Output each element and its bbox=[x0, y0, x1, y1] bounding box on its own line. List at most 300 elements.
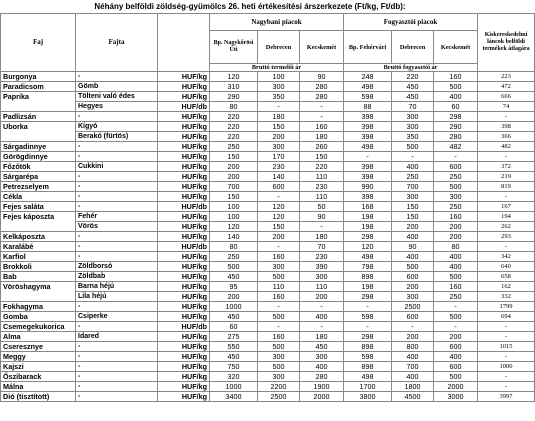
cell-nagybani-kecskemet: 110 bbox=[300, 192, 344, 202]
cell-fogyasztoi-debrecen: 200 bbox=[392, 222, 434, 232]
cell-unit: HUF/kg bbox=[158, 282, 210, 292]
cell-fogyasztoi-kecskemet: 500 bbox=[434, 312, 478, 322]
cell-kisker: 262 bbox=[478, 222, 535, 232]
cell-fogyasztoi-kecskemet: 250 bbox=[434, 172, 478, 182]
cell-unit: HUF/kg bbox=[158, 172, 210, 182]
cell-fajta: Tölteni való édes bbox=[76, 92, 158, 102]
cell-fogyasztoi-bp: 498 bbox=[344, 82, 392, 92]
cell-nagybani-bp: 80 bbox=[210, 102, 258, 112]
cell-nagybani-bp: 200 bbox=[210, 292, 258, 302]
cell-fajta: - bbox=[76, 392, 158, 402]
table-row bbox=[1, 232, 535, 242]
cell-faj: Bab bbox=[1, 272, 76, 282]
cell-fogyasztoi-debrecen: 400 bbox=[392, 252, 434, 262]
table-row bbox=[1, 362, 535, 372]
cell-nagybani-kecskemet: 180 bbox=[300, 232, 344, 242]
cell-kisker: - bbox=[478, 382, 535, 392]
cell-fogyasztoi-debrecen: 200 bbox=[392, 282, 434, 292]
cell-fogyasztoi-debrecen: 400 bbox=[392, 232, 434, 242]
cell-kisker: 293 bbox=[478, 232, 535, 242]
cell-kisker: 472 bbox=[478, 82, 535, 92]
cell-nagybani-debrecen: 500 bbox=[258, 272, 300, 282]
cell-fogyasztoi-debrecen: 4500 bbox=[392, 392, 434, 402]
cell-fogyasztoi-bp: 990 bbox=[344, 182, 392, 192]
cell-kisker: 3997 bbox=[478, 392, 535, 402]
cell-nagybani-kecskemet: - bbox=[300, 302, 344, 312]
cell-nagybani-kecskemet: 200 bbox=[300, 292, 344, 302]
cell-fogyasztoi-bp: 1700 bbox=[344, 382, 392, 392]
cell-faj bbox=[1, 222, 76, 232]
cell-nagybani-kecskemet: 300 bbox=[300, 352, 344, 362]
cell-fajta: Lila héjú bbox=[76, 292, 158, 302]
cell-faj: Sárgarépa bbox=[1, 172, 76, 182]
cell-unit: HUF/kg bbox=[158, 392, 210, 402]
cell-fogyasztoi-debrecen: 350 bbox=[392, 132, 434, 142]
cell-nagybani-debrecen: 140 bbox=[258, 172, 300, 182]
cell-kisker: 694 bbox=[478, 312, 535, 322]
cell-fogyasztoi-kecskemet: 400 bbox=[434, 252, 478, 262]
cell-fogyasztoi-debrecen: 300 bbox=[392, 292, 434, 302]
cell-unit: HUF/kg bbox=[158, 132, 210, 142]
cell-faj: Cseresznye bbox=[1, 342, 76, 352]
cell-kisker: 372 bbox=[478, 162, 535, 172]
header-nb-col: Debrecen bbox=[258, 31, 300, 64]
header-brutto-termeloi: Bruttó termelői ár bbox=[210, 64, 344, 72]
cell-faj: Uborka bbox=[1, 122, 76, 132]
cell-nagybani-debrecen: 160 bbox=[258, 292, 300, 302]
cell-fogyasztoi-kecskemet: 400 bbox=[434, 352, 478, 362]
header-brutto-fogyasztoi: Bruttó fogyasztói ár bbox=[344, 64, 478, 72]
header-fp-col: Kecskemét bbox=[434, 31, 478, 64]
cell-fogyasztoi-bp: 298 bbox=[344, 292, 392, 302]
cell-nagybani-kecskemet: 90 bbox=[300, 72, 344, 82]
cell-nagybani-kecskemet: - bbox=[300, 322, 344, 332]
table-row bbox=[1, 372, 535, 382]
cell-fogyasztoi-bp: 198 bbox=[344, 282, 392, 292]
cell-nagybani-kecskemet: 150 bbox=[300, 152, 344, 162]
cell-unit: HUF/kg bbox=[158, 262, 210, 272]
cell-fogyasztoi-kecskemet: 500 bbox=[434, 82, 478, 92]
cell-fajta: Kígyó bbox=[76, 122, 158, 132]
cell-faj: Fejes káposzta bbox=[1, 212, 76, 222]
cell-fogyasztoi-debrecen: 800 bbox=[392, 342, 434, 352]
cell-nagybani-bp: 220 bbox=[210, 132, 258, 142]
cell-nagybani-bp: 500 bbox=[210, 262, 258, 272]
cell-unit: HUF/db bbox=[158, 322, 210, 332]
cell-unit: HUF/kg bbox=[158, 212, 210, 222]
table-row bbox=[1, 322, 535, 332]
cell-faj: Málna bbox=[1, 382, 76, 392]
cell-faj: Paradicsom bbox=[1, 82, 76, 92]
cell-fogyasztoi-debrecen: 700 bbox=[392, 362, 434, 372]
cell-fogyasztoi-bp: 498 bbox=[344, 252, 392, 262]
cell-kisker: 223 bbox=[478, 72, 535, 82]
header-faj: Faj bbox=[1, 14, 76, 72]
cell-kisker: 74 bbox=[478, 102, 535, 112]
cell-kisker: 1000 bbox=[478, 362, 535, 372]
cell-nagybani-debrecen: 300 bbox=[258, 262, 300, 272]
cell-fajta: Hegyes bbox=[76, 102, 158, 112]
cell-fajta: Fehér bbox=[76, 212, 158, 222]
cell-unit: HUF/kg bbox=[158, 372, 210, 382]
table-row bbox=[1, 182, 535, 192]
cell-nagybani-bp: 250 bbox=[210, 142, 258, 152]
cell-fogyasztoi-kecskemet: 200 bbox=[434, 232, 478, 242]
cell-kisker: 640 bbox=[478, 262, 535, 272]
cell-faj: Fejes saláta bbox=[1, 202, 76, 212]
cell-fogyasztoi-kecskemet: - bbox=[434, 302, 478, 312]
cell-kisker: - bbox=[478, 192, 535, 202]
cell-nagybani-bp: 140 bbox=[210, 232, 258, 242]
cell-fogyasztoi-debrecen: 70 bbox=[392, 102, 434, 112]
cell-fogyasztoi-bp: 898 bbox=[344, 272, 392, 282]
cell-nagybani-debrecen: 2200 bbox=[258, 382, 300, 392]
cell-kisker: - bbox=[478, 242, 535, 252]
cell-fogyasztoi-kecskemet: 160 bbox=[434, 72, 478, 82]
cell-fogyasztoi-bp: 168 bbox=[344, 202, 392, 212]
cell-nagybani-bp: 1000 bbox=[210, 302, 258, 312]
header-fogyasztoi: Fogyasztói piacok bbox=[344, 14, 478, 31]
cell-fogyasztoi-debrecen: 1800 bbox=[392, 382, 434, 392]
cell-nagybani-kecskemet: - bbox=[300, 102, 344, 112]
cell-faj: Főzőtök bbox=[1, 162, 76, 172]
cell-fajta: - bbox=[76, 232, 158, 242]
cell-unit: HUF/kg bbox=[158, 382, 210, 392]
cell-nagybani-kecskemet: 450 bbox=[300, 342, 344, 352]
cell-unit: HUF/kg bbox=[158, 222, 210, 232]
cell-nagybani-bp: 95 bbox=[210, 282, 258, 292]
cell-fogyasztoi-kecskemet: 2000 bbox=[434, 382, 478, 392]
cell-fogyasztoi-debrecen: - bbox=[392, 322, 434, 332]
cell-fajta: - bbox=[76, 242, 158, 252]
cell-kisker: - bbox=[478, 112, 535, 122]
cell-fogyasztoi-bp: 398 bbox=[344, 192, 392, 202]
table-row bbox=[1, 392, 535, 402]
cell-nagybani-bp: 80 bbox=[210, 242, 258, 252]
cell-unit: HUF/kg bbox=[158, 72, 210, 82]
cell-nagybani-debrecen: 600 bbox=[258, 182, 300, 192]
cell-fogyasztoi-debrecen: 450 bbox=[392, 82, 434, 92]
cell-nagybani-bp: 310 bbox=[210, 82, 258, 92]
cell-fogyasztoi-bp: 398 bbox=[344, 162, 392, 172]
cell-fajta: - bbox=[76, 182, 158, 192]
cell-nagybani-bp: 700 bbox=[210, 182, 258, 192]
cell-fogyasztoi-debrecen: 500 bbox=[392, 142, 434, 152]
cell-fogyasztoi-debrecen: 220 bbox=[392, 72, 434, 82]
cell-fajta: Barna héjú bbox=[76, 282, 158, 292]
cell-unit: HUF/kg bbox=[158, 342, 210, 352]
cell-kisker: 658 bbox=[478, 272, 535, 282]
cell-nagybani-debrecen: 160 bbox=[258, 332, 300, 342]
cell-nagybani-kecskemet: 180 bbox=[300, 332, 344, 342]
cell-fogyasztoi-debrecen: 250 bbox=[392, 172, 434, 182]
cell-fajta: Zöldbab bbox=[76, 272, 158, 282]
cell-nagybani-debrecen: 100 bbox=[258, 72, 300, 82]
cell-nagybani-debrecen: - bbox=[258, 192, 300, 202]
cell-fajta: Idared bbox=[76, 332, 158, 342]
cell-nagybani-bp: 100 bbox=[210, 202, 258, 212]
cell-fogyasztoi-debrecen: 90 bbox=[392, 242, 434, 252]
cell-nagybani-debrecen: 230 bbox=[258, 162, 300, 172]
cell-fajta: - bbox=[76, 252, 158, 262]
cell-fogyasztoi-bp: 198 bbox=[344, 212, 392, 222]
cell-nagybani-kecskemet: 230 bbox=[300, 252, 344, 262]
cell-fogyasztoi-kecskemet: 500 bbox=[434, 272, 478, 282]
cell-faj: Meggy bbox=[1, 352, 76, 362]
cell-nagybani-debrecen: 110 bbox=[258, 282, 300, 292]
cell-fajta: - bbox=[76, 352, 158, 362]
cell-fogyasztoi-debrecen: 500 bbox=[392, 262, 434, 272]
cell-unit: HUF/kg bbox=[158, 332, 210, 342]
cell-nagybani-kecskemet: 50 bbox=[300, 202, 344, 212]
cell-faj: Petrezselyem bbox=[1, 182, 76, 192]
cell-fogyasztoi-debrecen: 600 bbox=[392, 272, 434, 282]
cell-kisker: 342 bbox=[478, 252, 535, 262]
cell-fajta: Cukkini bbox=[76, 162, 158, 172]
cell-fogyasztoi-debrecen: 300 bbox=[392, 192, 434, 202]
cell-fogyasztoi-kecskemet: 250 bbox=[434, 202, 478, 212]
cell-fogyasztoi-kecskemet: 482 bbox=[434, 142, 478, 152]
cell-nagybani-kecskemet: 160 bbox=[300, 122, 344, 132]
header-nagybani: Nagybani piacok bbox=[210, 14, 344, 31]
cell-fogyasztoi-debrecen: 300 bbox=[392, 112, 434, 122]
cell-fajta: - bbox=[76, 142, 158, 152]
cell-nagybani-debrecen: 120 bbox=[258, 202, 300, 212]
cell-fogyasztoi-kecskemet: 250 bbox=[434, 292, 478, 302]
table-row bbox=[1, 82, 535, 92]
cell-fogyasztoi-bp: 398 bbox=[344, 172, 392, 182]
table-row bbox=[1, 302, 535, 312]
cell-fogyasztoi-kecskemet: 280 bbox=[434, 132, 478, 142]
cell-fajta: Vörös bbox=[76, 222, 158, 232]
cell-fogyasztoi-bp: 598 bbox=[344, 92, 392, 102]
cell-unit: HUF/kg bbox=[158, 82, 210, 92]
cell-nagybani-bp: 450 bbox=[210, 312, 258, 322]
table-body bbox=[1, 72, 535, 402]
cell-fogyasztoi-kecskemet: 160 bbox=[434, 282, 478, 292]
cell-unit: HUF/kg bbox=[158, 312, 210, 322]
cell-nagybani-bp: 320 bbox=[210, 372, 258, 382]
cell-fogyasztoi-kecskemet: 600 bbox=[434, 362, 478, 372]
table-row bbox=[1, 112, 535, 122]
cell-fogyasztoi-bp: 798 bbox=[344, 262, 392, 272]
table-row bbox=[1, 312, 535, 322]
cell-fajta: - bbox=[76, 112, 158, 122]
cell-nagybani-kecskemet: 260 bbox=[300, 142, 344, 152]
cell-kisker: - bbox=[478, 352, 535, 362]
cell-fogyasztoi-kecskemet: 298 bbox=[434, 112, 478, 122]
cell-nagybani-bp: 275 bbox=[210, 332, 258, 342]
cell-kisker: 398 bbox=[478, 122, 535, 132]
table-row bbox=[1, 292, 535, 302]
cell-nagybani-kecskemet: 280 bbox=[300, 372, 344, 382]
cell-fogyasztoi-bp: 88 bbox=[344, 102, 392, 112]
cell-kisker: 1015 bbox=[478, 342, 535, 352]
cell-faj: Kelkáposzta bbox=[1, 232, 76, 242]
header-fp-col: Bp. Fehérvári bbox=[344, 31, 392, 64]
table-row bbox=[1, 102, 535, 112]
cell-unit: HUF/kg bbox=[158, 292, 210, 302]
cell-fajta: Gömb bbox=[76, 82, 158, 92]
cell-fogyasztoi-bp: 298 bbox=[344, 232, 392, 242]
cell-fajta: - bbox=[76, 72, 158, 82]
cell-fogyasztoi-kecskemet: 500 bbox=[434, 182, 478, 192]
cell-unit: HUF/kg bbox=[158, 92, 210, 102]
cell-faj: Kajszi bbox=[1, 362, 76, 372]
table-row bbox=[1, 162, 535, 172]
cell-nagybani-kecskemet: 180 bbox=[300, 132, 344, 142]
cell-unit: HUF/kg bbox=[158, 192, 210, 202]
cell-fogyasztoi-debrecen: 450 bbox=[392, 92, 434, 102]
table-row bbox=[1, 282, 535, 292]
cell-nagybani-bp: 60 bbox=[210, 322, 258, 332]
cell-fogyasztoi-debrecen: 300 bbox=[392, 122, 434, 132]
cell-kisker: - bbox=[478, 372, 535, 382]
cell-nagybani-debrecen: 300 bbox=[258, 372, 300, 382]
cell-nagybani-kecskemet: - bbox=[300, 222, 344, 232]
cell-nagybani-debrecen: 150 bbox=[258, 122, 300, 132]
cell-fogyasztoi-kecskemet: 80 bbox=[434, 242, 478, 252]
cell-faj bbox=[1, 132, 76, 142]
table-row bbox=[1, 272, 535, 282]
cell-unit: HUF/db bbox=[158, 242, 210, 252]
cell-fogyasztoi-kecskemet: 200 bbox=[434, 332, 478, 342]
table-row bbox=[1, 252, 535, 262]
cell-unit: HUF/kg bbox=[158, 352, 210, 362]
cell-nagybani-bp: 200 bbox=[210, 172, 258, 182]
cell-fajta: - bbox=[76, 202, 158, 212]
cell-nagybani-kecskemet: 1900 bbox=[300, 382, 344, 392]
cell-kisker: 366 bbox=[478, 132, 535, 142]
cell-nagybani-kecskemet: 110 bbox=[300, 282, 344, 292]
cell-unit: HUF/kg bbox=[158, 112, 210, 122]
cell-fajta: - bbox=[76, 322, 158, 332]
cell-unit: HUF/kg bbox=[158, 272, 210, 282]
header-nb-col: Bp. Nagykőrösi Úti bbox=[210, 31, 258, 64]
cell-faj: Vöröshagyma bbox=[1, 282, 76, 292]
cell-fajta: - bbox=[76, 192, 158, 202]
cell-nagybani-debrecen: 2500 bbox=[258, 392, 300, 402]
cell-nagybani-kecskemet: 400 bbox=[300, 362, 344, 372]
cell-nagybani-debrecen: 200 bbox=[258, 232, 300, 242]
page-title: Néhány belföldi zöldség-gyümölcs 26. heti értékesítési árszerkezete (Ft/kg, Ft/db): bbox=[94, 2, 406, 11]
cell-kisker: 332 bbox=[478, 292, 535, 302]
cell-fogyasztoi-kecskemet: 300 bbox=[434, 192, 478, 202]
cell-fogyasztoi-debrecen: 600 bbox=[392, 312, 434, 322]
cell-fogyasztoi-bp: - bbox=[344, 152, 392, 162]
cell-faj: Sárgadinnye bbox=[1, 142, 76, 152]
cell-nagybani-debrecen: 300 bbox=[258, 142, 300, 152]
cell-kisker: - bbox=[478, 152, 535, 162]
cell-unit: HUF/kg bbox=[158, 362, 210, 372]
cell-fogyasztoi-bp: 598 bbox=[344, 312, 392, 322]
cell-nagybani-debrecen: 200 bbox=[258, 132, 300, 142]
cell-fajta: Zöldborsó bbox=[76, 262, 158, 272]
table-row bbox=[1, 172, 535, 182]
table-row bbox=[1, 92, 535, 102]
cell-fogyasztoi-bp: 898 bbox=[344, 362, 392, 372]
cell-fogyasztoi-debrecen: 400 bbox=[392, 352, 434, 362]
cell-kisker: - bbox=[478, 332, 535, 342]
cell-fajta: - bbox=[76, 382, 158, 392]
cell-nagybani-bp: 250 bbox=[210, 252, 258, 262]
cell-nagybani-debrecen: - bbox=[258, 322, 300, 332]
cell-kisker: 219 bbox=[478, 172, 535, 182]
cell-nagybani-bp: 1000 bbox=[210, 382, 258, 392]
cell-nagybani-bp: 120 bbox=[210, 222, 258, 232]
header-nb-col: Kecskemét bbox=[300, 31, 344, 64]
table-row bbox=[1, 382, 535, 392]
cell-faj: Karfiol bbox=[1, 252, 76, 262]
table-row bbox=[1, 332, 535, 342]
cell-faj: Fokhagyma bbox=[1, 302, 76, 312]
table-row bbox=[1, 132, 535, 142]
cell-nagybani-debrecen: 500 bbox=[258, 362, 300, 372]
cell-fogyasztoi-kecskemet: 600 bbox=[434, 162, 478, 172]
cell-fogyasztoi-kecskemet: 600 bbox=[434, 342, 478, 352]
cell-unit: HUF/kg bbox=[158, 302, 210, 312]
cell-fogyasztoi-bp: 248 bbox=[344, 72, 392, 82]
cell-fogyasztoi-bp: 198 bbox=[344, 222, 392, 232]
cell-nagybani-debrecen: 120 bbox=[258, 212, 300, 222]
cell-kisker: 167 bbox=[478, 202, 535, 212]
cell-faj: Brokkoli bbox=[1, 262, 76, 272]
cell-fajta: - bbox=[76, 302, 158, 312]
cell-fogyasztoi-kecskemet: 400 bbox=[434, 262, 478, 272]
cell-unit: HUF/db bbox=[158, 102, 210, 112]
cell-fogyasztoi-bp: 398 bbox=[344, 132, 392, 142]
cell-faj: Őszibarack bbox=[1, 372, 76, 382]
cell-nagybani-debrecen: - bbox=[258, 102, 300, 112]
cell-nagybani-bp: 550 bbox=[210, 342, 258, 352]
cell-fogyasztoi-bp: 398 bbox=[344, 112, 392, 122]
cell-kisker: 666 bbox=[478, 92, 535, 102]
cell-nagybani-debrecen: 350 bbox=[258, 92, 300, 102]
cell-kisker: 194 bbox=[478, 212, 535, 222]
cell-nagybani-debrecen: 300 bbox=[258, 352, 300, 362]
cell-faj: Paprika bbox=[1, 92, 76, 102]
cell-nagybani-debrecen: 500 bbox=[258, 342, 300, 352]
table-row bbox=[1, 342, 535, 352]
cell-fogyasztoi-kecskemet: - bbox=[434, 322, 478, 332]
cell-nagybani-bp: 220 bbox=[210, 112, 258, 122]
cell-nagybani-bp: 150 bbox=[210, 152, 258, 162]
cell-faj: Padlizsán bbox=[1, 112, 76, 122]
cell-unit: HUF/kg bbox=[158, 182, 210, 192]
cell-nagybani-bp: 290 bbox=[210, 92, 258, 102]
cell-fogyasztoi-kecskemet: 3000 bbox=[434, 392, 478, 402]
cell-fogyasztoi-bp: - bbox=[344, 302, 392, 312]
cell-unit: HUF/kg bbox=[158, 162, 210, 172]
cell-nagybani-kecskemet: 70 bbox=[300, 242, 344, 252]
cell-nagybani-bp: 3400 bbox=[210, 392, 258, 402]
cell-nagybani-bp: 100 bbox=[210, 212, 258, 222]
cell-fogyasztoi-bp: 120 bbox=[344, 242, 392, 252]
cell-fogyasztoi-bp: 498 bbox=[344, 372, 392, 382]
cell-nagybani-debrecen: 170 bbox=[258, 152, 300, 162]
cell-nagybani-debrecen: 180 bbox=[258, 112, 300, 122]
cell-fajta: - bbox=[76, 342, 158, 352]
table-row bbox=[1, 202, 535, 212]
cell-nagybani-bp: 750 bbox=[210, 362, 258, 372]
cell-unit: HUF/kg bbox=[158, 232, 210, 242]
header-kisker: Kiskereskedelmi láncok belföldi termékek átlagára bbox=[478, 14, 535, 72]
cell-fogyasztoi-debrecen: 150 bbox=[392, 202, 434, 212]
cell-kisker: 482 bbox=[478, 142, 535, 152]
cell-faj: Görögdinnye bbox=[1, 152, 76, 162]
cell-faj: Cékla bbox=[1, 192, 76, 202]
cell-fogyasztoi-bp: 598 bbox=[344, 352, 392, 362]
